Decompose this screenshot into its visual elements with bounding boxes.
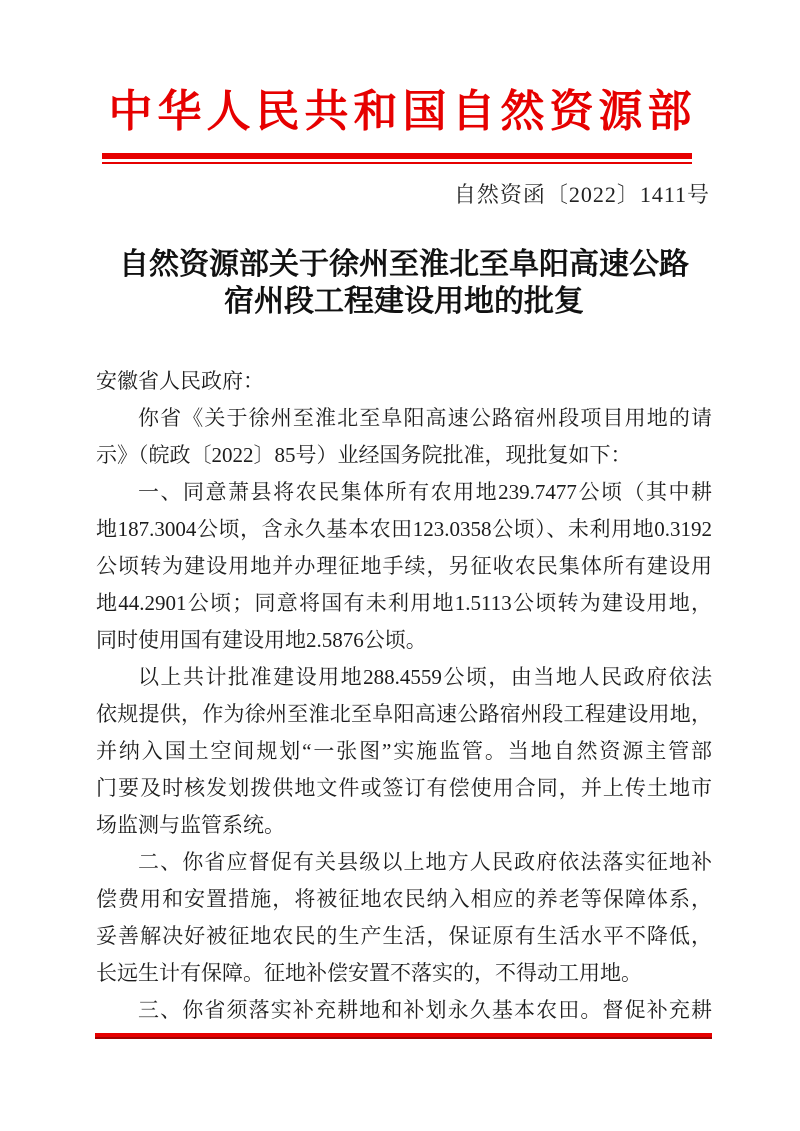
document-title	[0, 246, 800, 320]
letterhead-org-name: 中华人民共和国自然资源部	[108, 87, 697, 136]
body-line: 妥善解决好被征地农民的生产生活，保证原有生活水平不降低，	[96, 924, 712, 948]
body-line: 你省《关于徐州至淮北至阜阳高速公路宿州段项目用地的请	[138, 406, 712, 430]
body-line: 场监测与监管系统。	[96, 813, 285, 837]
document-title-line-2: 宿州段工程建设用地的批复	[224, 285, 584, 318]
header-rule-thin	[102, 162, 692, 164]
body-line: 一、同意萧县将农民集体所有农用地239.7477公顷（其中耕	[138, 480, 712, 504]
body-line: 门要及时核发划拨供地文件或签订有偿使用合同，并上传土地市	[96, 776, 712, 800]
document-title-line-1: 自然资源部关于徐州至淮北至阜阳高速公路	[119, 248, 689, 281]
body-line: 示》（皖政〔2022〕85号）业经国务院批准，现批复如下：	[96, 443, 632, 467]
body-line: 依规提供，作为徐州至淮北至阜阳高速公路宿州段工程建设用地，	[96, 702, 712, 726]
body-line: 安徽省人民政府：	[96, 369, 264, 393]
body-line: 三、你省须落实补充耕地和补划永久基本农田。督促补充耕	[138, 998, 712, 1022]
body-line: 公顷转为建设用地并办理征地手续，另征收农民集体所有建设用	[96, 554, 712, 578]
document-number: 自然资函〔2022〕1411号	[453, 182, 710, 207]
body-line: 二、你省应督促有关县级以上地方人民政府依法落实征地补	[138, 850, 712, 874]
body-line: 以上共计批准建设用地288.4559公顷，由当地人民政府依法	[138, 665, 712, 689]
body-line: 并纳入国土空间规划“一张图”实施监管。当地自然资源主管部	[96, 739, 712, 763]
body-line: 偿费用和安置措施，将被征地农民纳入相应的养老等保障体系，	[96, 887, 712, 911]
document-body	[0, 363, 800, 1029]
body-line: 地187.3004公顷，含永久基本农田123.0358公顷）、未利用地0.3192	[96, 517, 712, 541]
body-line: 地44.2901公顷；同意将国有未利用地1.5113公顷转为建设用地，	[96, 591, 712, 615]
footer-rule	[95, 1033, 712, 1039]
header-rule-thick	[102, 153, 692, 159]
body-line: 同时使用国有建设用地2.5876公顷。	[96, 628, 427, 652]
body-line: 长远生计有保障。征地补偿安置不落实的，不得动工用地。	[96, 961, 642, 985]
header-double-rule	[102, 153, 692, 164]
